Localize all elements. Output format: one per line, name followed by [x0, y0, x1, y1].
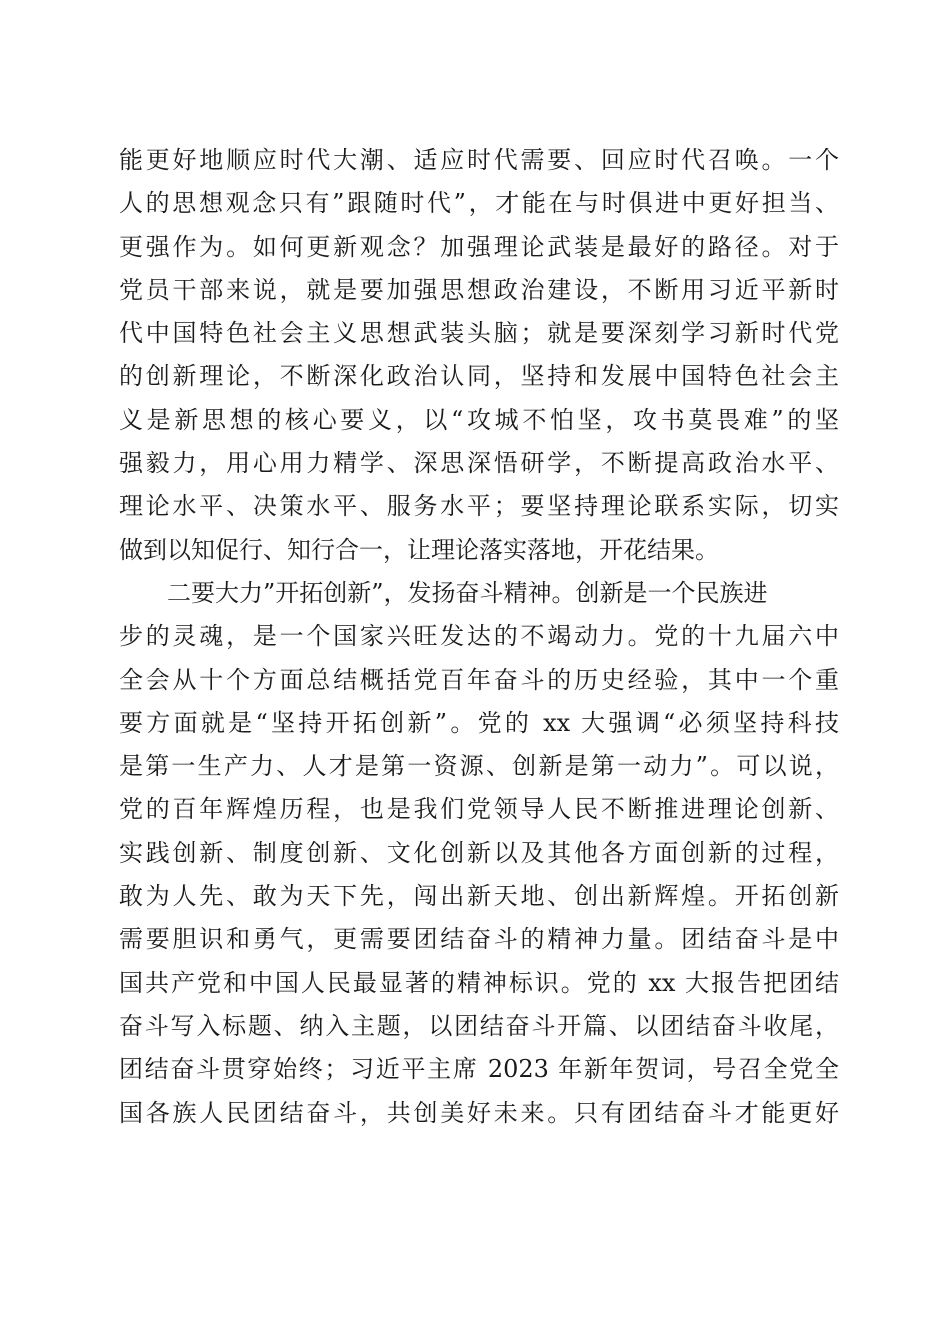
text-line: 做到以知促行、知行合一，让理论落实落地，开花结果。: [119, 535, 719, 564]
text-line: 代中国特色社会主义思想武装头脑；就是要深刻学习新时代党: [119, 319, 839, 348]
text-line: 敢为人先、敢为天下先，闯出新天地、创出新辉煌。开拓创新: [119, 882, 839, 911]
text-line: 是第一生产力、人才是第一资源、创新是第一动力”。可以说，: [119, 752, 839, 781]
text-line: 二要大力”开拓创新”，发扬奋斗精神。创新是一个民族进: [119, 578, 768, 607]
text-line: 理论水平、决策水平、服务水平；要坚持理论联系实际，切实: [119, 492, 839, 521]
text-line: 国共产党和中国人民最显著的精神标识。党的 xx 大报告把团结: [119, 968, 839, 997]
text-line: 奋斗写入标题、纳入主题，以团结奋斗开篇、以团结奋斗收尾，: [119, 1011, 839, 1040]
paragraph-2: [119, 572, 839, 1135]
text-line: 义是新思想的核心要义，以“攻城不怕坚，攻书莫畏难”的坚: [119, 405, 839, 434]
text-line: 的创新理论，不断深化政治认同，坚持和发展中国特色社会主: [119, 362, 839, 391]
text-line: 要方面就是“坚持开拓创新”。党的 xx 大强调“必须坚持科技: [119, 708, 839, 737]
paragraph-1: [119, 139, 839, 572]
text-line: 更强作为。如何更新观念？加强理论武装是最好的路径。对于: [119, 232, 839, 261]
text-line: 国各族人民团结奋斗，共创美好未来。只有团结奋斗才能更好: [119, 1098, 839, 1127]
text-line: 团结奋斗贯穿始终；习近平主席 2023 年新年贺词，号召全党全: [119, 1055, 839, 1084]
text-line: 强毅力，用心用力精学、深思深悟研学，不断提高政治水平、: [119, 449, 839, 478]
text-line: 实践创新、制度创新、文化创新以及其他各方面创新的过程，: [119, 838, 839, 867]
text-line: 需要胆识和勇气，更需要团结奋斗的精神力量。团结奋斗是中: [119, 925, 839, 954]
text-line: 党员干部来说，就是要加强思想政治建设，不断用习近平新时: [119, 275, 839, 304]
text-line: 党的百年辉煌历程，也是我们党领导人民不断推进理论创新、: [119, 795, 839, 824]
text-line: 人的思想观念只有”跟随时代”，才能在与时俱进中更好担当、: [119, 189, 839, 218]
body-text: [119, 139, 839, 1135]
text-line: 全会从十个方面总结概括党百年奋斗的历史经验，其中一个重: [119, 665, 839, 694]
text-line: 步的灵魂，是一个国家兴旺发达的不竭动力。党的十九届六中: [119, 622, 839, 651]
text-line: 能更好地顺应时代大潮、适应时代需要、回应时代召唤。一个: [119, 146, 839, 174]
